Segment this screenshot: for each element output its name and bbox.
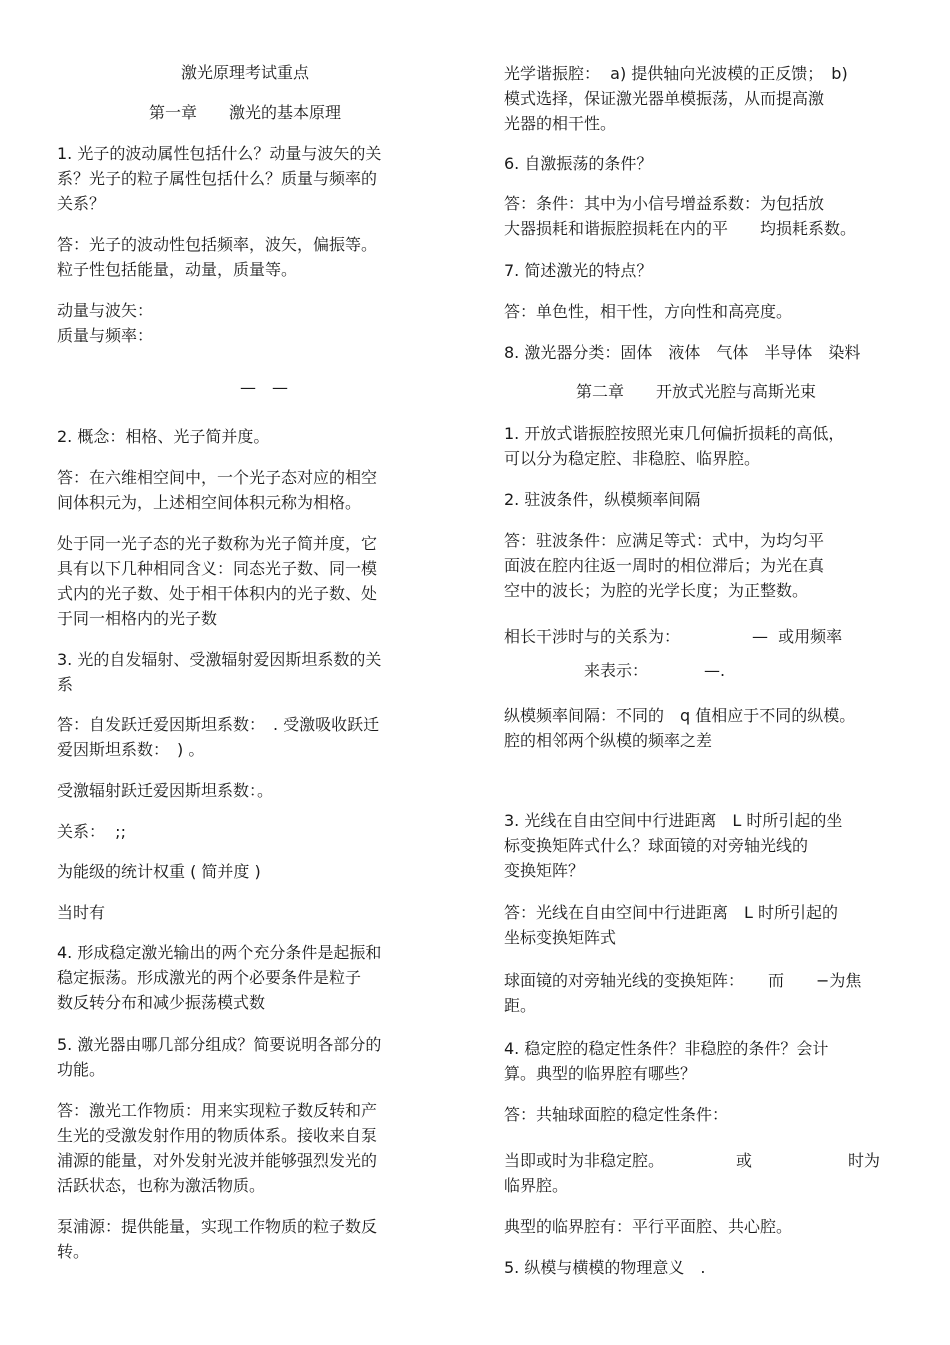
ch2-question-1-line-2: 可以分为稳定腔、非稳腔、临界腔。 <box>504 449 761 468</box>
answer-6-line-2: 大器损耗和谐振腔损耗在内的平 均损耗系数。 <box>504 219 857 238</box>
ch2-answer-4: 答：共轴球面腔的稳定性条件： <box>504 1105 729 1124</box>
answer-1b-line-1: 动量与波矢： <box>57 301 154 320</box>
question-4-line-3: 数反转分布和减少振荡模式数 <box>57 993 266 1012</box>
question-1-line-2: 系？光子的粒子属性包括什么？质量与频率的 <box>57 169 378 188</box>
ch2-answer-3-line-1: 答：光线在自由空间中行进距离 L 时所引起的 <box>504 903 839 922</box>
question-7: 7. 简述激光的特点？ <box>504 261 653 280</box>
answer-1b-line-2: 质量与频率： <box>57 326 154 345</box>
ch2-answer-2-line-1: 答：驻波条件：应满足等式：式中，为均匀平 <box>504 531 825 550</box>
ch2-question-2: 2. 驻波条件，纵模频率间隔 <box>504 490 701 509</box>
answer-2b-line-1: 处于同一光子态的光子数称为光子简并度，它 <box>57 534 378 553</box>
question-4-line-1: 4. 形成稳定激光输出的两个充分条件是起振和 <box>57 943 382 962</box>
dash-separator: — — <box>240 378 289 397</box>
answer-2-line-2: 间体积元为，上述相空间体积元称为相格。 <box>57 493 362 512</box>
answer-5-line-3: 浦源的能量，对外发射光波并能够强烈发光的 <box>57 1151 378 1170</box>
question-1-line-1: 1. 光子的波动属性包括什么？动量与波矢的关 <box>57 144 382 163</box>
answer-5-line-4: 活跃状态，也称为激活物质。 <box>57 1176 266 1195</box>
answer-3-line-1: 答：自发跃迁爱因斯坦系数： . 受激吸收跃迁 <box>57 715 380 734</box>
ch2-question-4-line-1: 4. 稳定腔的稳定性条件？非稳腔的条件？会计 <box>504 1039 829 1058</box>
answer-2b-line-4: 于同一相格内的光子数 <box>57 609 218 628</box>
ch2-question-3-line-2: 标变换矩阵式什么？球面镜的对旁轴光线的 <box>504 836 809 855</box>
answer-5b-line-1: 泵浦源：提供能量，实现工作物质的粒子数反 <box>57 1217 378 1236</box>
question-3-line-1: 3. 光的自发辐射、受激辐射爱因斯坦系数的关 <box>57 650 382 669</box>
answer-3-line-2: 爱因斯坦系数： ) 。 <box>57 740 205 759</box>
question-8: 8. 激光器分类：固体 液体 气体 半导体 染料 <box>504 343 861 362</box>
ch2-question-5: 5. 纵模与横模的物理意义 . <box>504 1258 706 1277</box>
ch2-question-3-line-3: 变换矩阵？ <box>504 861 585 880</box>
ch2-question-1-line-1: 1. 开放式谐振腔按照光束几何偏折损耗的高低， <box>504 424 845 443</box>
answer-2-line-1: 答：在六维相空间中，一个光子态对应的相空 <box>57 468 378 487</box>
ch2-answer-3-line-2: 坐标变换矩阵式 <box>504 928 617 947</box>
answer-2b-line-3: 式内的光子数、处于相干体积内的光子数、处 <box>57 584 378 603</box>
ch2-answer-3b-line-1: 球面镜的对旁轴光线的变换矩阵： 而 −为焦 <box>504 971 862 990</box>
question-4-line-2: 稳定振荡。形成激光的两个必要条件是粒子 <box>57 968 362 987</box>
ch2-answer-2c-line-2: 腔的相邻两个纵模的频率之差 <box>504 731 713 750</box>
ch2-answer-2-line-2: 面波在腔内往返一周时的相位滞后；为光在真 <box>504 556 825 575</box>
question-5-line-1: 5. 激光器由哪几部分组成？简要说明各部分的 <box>57 1035 382 1054</box>
ch2-answer-3b-line-2: 距。 <box>504 996 537 1015</box>
resonator-line-1: 光学谐振腔： a) 提供轴向光波模的正反馈； b) <box>504 64 848 83</box>
ch2-answer-2c-line-1: 纵模频率间隔：不同的 q 值相应于不同的纵模。 <box>504 706 856 725</box>
ch2-answer-2b-line-1: 相长干涉时与的关系为： — 或用频率 <box>504 627 843 646</box>
answer-5-line-1: 答：激光工作物质：用来实现粒子数反转和产 <box>57 1101 378 1120</box>
ch2-answer-4c: 典型的临界腔有：平行平面腔、共心腔。 <box>504 1217 793 1236</box>
question-3-line-2: 系 <box>57 675 74 694</box>
question-2: 2. 概念：相格、光子简并度。 <box>57 427 270 446</box>
ch2-question-4-line-2: 算。典型的临界腔有哪些？ <box>504 1064 697 1083</box>
question-1-line-3: 关系？ <box>57 194 106 213</box>
answer-3c: 关系： ;; <box>57 822 126 841</box>
ch2-answer-4b-line-2: 临界腔。 <box>504 1176 569 1195</box>
answer-6-line-1: 答：条件：其中为小信号增益系数：为包括放 <box>504 194 825 213</box>
ch2-answer-2b-line-2: 来表示： —. <box>584 661 726 680</box>
question-5-line-2: 功能。 <box>57 1060 106 1079</box>
ch2-question-3-line-1: 3. 光线在自由空间中行进距离 L 时所引起的坐 <box>504 811 843 830</box>
answer-3e: 当时有 <box>57 903 106 922</box>
answer-2b-line-2: 具有以下几种相同含义：同态光子数、同一模 <box>57 559 378 578</box>
ch2-answer-4b-line-1: 当即或时为非稳定腔。 或 时为 <box>504 1151 881 1170</box>
resonator-line-3: 光器的相干性。 <box>504 114 617 133</box>
document-title: 激光原理考试重点 <box>180 63 309 82</box>
chapter-2-heading: 第二章 开放式光腔与高斯光束 <box>575 382 816 401</box>
chapter-1-heading: 第一章 激光的基本原理 <box>148 103 341 122</box>
answer-1-line-1: 答：光子的波动性包括频率，波矢，偏振等。 <box>57 235 378 254</box>
answer-3b: 受激辐射跃迁爱因斯坦系数：。 <box>57 781 274 800</box>
answer-5-line-2: 生光的受激发射作用的物质体系。接收来自泵 <box>57 1126 378 1145</box>
answer-7: 答：单色性，相干性，方向性和高亮度。 <box>504 302 793 321</box>
answer-5b-line-2: 转。 <box>57 1242 90 1261</box>
resonator-line-2: 模式选择，保证激光器单模振荡，从而提高激 <box>504 89 825 108</box>
question-6: 6. 自激振荡的条件？ <box>504 154 653 173</box>
answer-1-line-2: 粒子性包括能量，动量，质量等。 <box>57 260 298 279</box>
ch2-answer-2-line-3: 空中的波长；为腔的光学长度；为正整数。 <box>504 581 809 600</box>
answer-3d: 为能级的统计权重 ( 简并度 ) <box>57 862 261 881</box>
